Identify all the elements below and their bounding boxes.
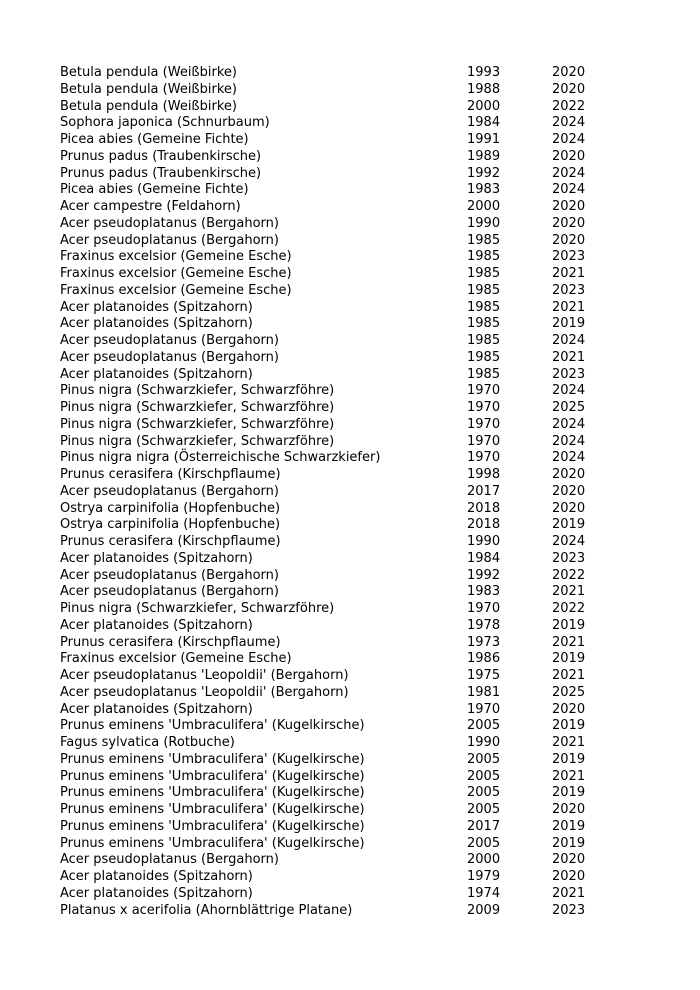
- table-row: [60, 233, 612, 250]
- year-planted-cell: 1983: [467, 584, 501, 600]
- year-planted-cell: 1986: [467, 651, 501, 667]
- table-row: [60, 316, 612, 333]
- table-row: [60, 886, 612, 903]
- year-planted-cell: 1978: [467, 617, 501, 633]
- year-planted-cell: 2005: [467, 768, 501, 784]
- year-planted-cell: 2000: [467, 199, 501, 214]
- tree-species-cell: Prunus eminens 'Umbraculifera' (Kugelkirsche): [60, 785, 365, 801]
- year-inspected-cell: 2022: [552, 98, 586, 114]
- table-row: [60, 501, 612, 518]
- table-row: [60, 785, 612, 802]
- year-inspected-cell: 2021: [552, 584, 586, 600]
- tree-species-cell: Acer pseudoplatanus (Bergahorn): [60, 584, 279, 600]
- year-inspected-cell: 2021: [552, 668, 586, 683]
- table-row: [60, 199, 612, 216]
- year-inspected-cell: 2019: [552, 316, 586, 332]
- tree-species-cell: Acer platanoides (Spitzahorn): [60, 869, 253, 884]
- year-planted-cell: 1985: [467, 366, 501, 382]
- tree-species-cell: Acer pseudoplatanus (Bergahorn): [60, 852, 279, 868]
- table-row: [60, 367, 612, 384]
- table-row: [60, 333, 612, 350]
- tree-species-cell: Prunus eminens 'Umbraculifera' (Kugelkirsche): [60, 718, 365, 734]
- year-planted-cell: 1970: [467, 383, 501, 399]
- year-inspected-cell: 2024: [552, 333, 586, 348]
- tree-species-cell: Prunus eminens 'Umbraculifera' (Kugelkirsche): [60, 835, 365, 851]
- table-row: [60, 434, 612, 451]
- table-row: [60, 568, 612, 585]
- tree-species-cell: Acer platanoides (Spitzahorn): [60, 366, 253, 382]
- year-planted-cell: 2005: [467, 802, 501, 817]
- tree-species-cell: Prunus cerasifera (Kirschpflaume): [60, 634, 281, 650]
- year-planted-cell: 1998: [467, 467, 501, 482]
- year-inspected-cell: 2024: [552, 115, 586, 131]
- table-row: [60, 216, 612, 233]
- tree-species-cell: Acer platanoides (Spitzahorn): [60, 316, 253, 332]
- year-planted-cell: 1985: [467, 266, 501, 281]
- year-inspected-cell: 2024: [552, 383, 586, 399]
- year-planted-cell: 1990: [467, 534, 501, 549]
- year-inspected-cell: 2020: [552, 81, 586, 97]
- year-inspected-cell: 2021: [552, 885, 586, 901]
- table-row: [60, 752, 612, 769]
- year-planted-cell: 1985: [467, 316, 501, 332]
- table-row: [60, 601, 612, 618]
- year-inspected-cell: 2020: [552, 467, 586, 482]
- tree-species-cell: Acer pseudoplatanus (Bergahorn): [60, 215, 279, 231]
- year-inspected-cell: 2021: [552, 735, 586, 750]
- tree-species-cell: Prunus eminens 'Umbraculifera' (Kugelkirsche): [60, 802, 365, 817]
- tree-species-cell: Betula pendula (Weißbirke): [60, 98, 237, 114]
- year-planted-cell: 1992: [467, 567, 501, 583]
- table-row: [60, 802, 612, 819]
- year-planted-cell: 1970: [467, 416, 501, 432]
- table-row: [60, 668, 612, 685]
- year-planted-cell: 2005: [467, 751, 501, 767]
- tree-species-cell: Fraxinus excelsior (Gemeine Esche): [60, 266, 292, 281]
- tree-species-cell: Fraxinus excelsior (Gemeine Esche): [60, 282, 292, 298]
- year-inspected-cell: 2020: [552, 232, 586, 248]
- table-row: [60, 417, 612, 434]
- year-planted-cell: 1985: [467, 232, 501, 248]
- year-inspected-cell: 2024: [552, 182, 586, 198]
- year-inspected-cell: 2022: [552, 601, 586, 616]
- table-row: [60, 869, 612, 886]
- table-row: [60, 467, 612, 484]
- table-row: [60, 584, 612, 601]
- year-inspected-cell: 2020: [552, 500, 586, 516]
- tree-species-cell: Fraxinus excelsior (Gemeine Esche): [60, 651, 292, 667]
- table-row: [60, 903, 612, 920]
- year-inspected-cell: 2020: [552, 148, 586, 164]
- tree-species-cell: Acer platanoides (Spitzahorn): [60, 701, 253, 717]
- tree-species-cell: Pinus nigra (Schwarzkiefer, Schwarzföhre): [60, 416, 335, 432]
- tree-species-cell: Prunus padus (Traubenkirsche): [60, 148, 262, 164]
- table-row: [60, 685, 612, 702]
- year-planted-cell: 2005: [467, 835, 501, 851]
- year-inspected-cell: 2021: [552, 634, 586, 650]
- year-planted-cell: 1975: [467, 668, 501, 683]
- table-row: [60, 283, 612, 300]
- year-planted-cell: 1985: [467, 349, 501, 365]
- year-inspected-cell: 2024: [552, 433, 586, 449]
- table-row: [60, 400, 612, 417]
- table-row: [60, 132, 612, 149]
- year-inspected-cell: 2023: [552, 249, 586, 265]
- tree-species-cell: Acer platanoides (Spitzahorn): [60, 550, 253, 566]
- tree-species-cell: Platanus x acerifolia (Ahornblättrige Platane): [60, 902, 353, 918]
- table-row: [60, 115, 612, 132]
- table-row: [60, 836, 612, 853]
- tree-species-cell: Fagus sylvatica (Rotbuche): [60, 735, 235, 750]
- year-inspected-cell: 2019: [552, 785, 586, 801]
- year-planted-cell: 1989: [467, 148, 501, 164]
- year-planted-cell: 1970: [467, 450, 501, 466]
- year-planted-cell: 1993: [467, 65, 501, 80]
- year-planted-cell: 2009: [467, 902, 501, 918]
- tree-species-cell: Ostrya carpinifolia (Hopfenbuche): [60, 517, 281, 533]
- year-planted-cell: 2005: [467, 718, 501, 734]
- tree-species-cell: Acer pseudoplatanus (Bergahorn): [60, 333, 279, 348]
- year-planted-cell: 1984: [467, 550, 501, 566]
- year-planted-cell: 2018: [467, 517, 501, 533]
- year-inspected-cell: 2021: [552, 266, 586, 281]
- table-row: [60, 484, 612, 501]
- table-row: [60, 166, 612, 183]
- tree-species-cell: Picea abies (Gemeine Fichte): [60, 182, 249, 198]
- tree-species-cell: Pinus nigra nigra (Österreichische Schwarzkiefer): [60, 450, 381, 466]
- year-planted-cell: 1992: [467, 165, 501, 181]
- year-inspected-cell: 2024: [552, 534, 586, 549]
- year-planted-cell: 1985: [467, 249, 501, 265]
- year-inspected-cell: 2020: [552, 215, 586, 231]
- year-inspected-cell: 2019: [552, 517, 586, 533]
- year-inspected-cell: 2021: [552, 299, 586, 315]
- year-inspected-cell: 2024: [552, 416, 586, 432]
- year-planted-cell: 1970: [467, 433, 501, 449]
- tree-species-cell: Pinus nigra (Schwarzkiefer, Schwarzföhre): [60, 433, 335, 449]
- year-planted-cell: 1984: [467, 115, 501, 131]
- year-planted-cell: 2017: [467, 818, 501, 834]
- year-inspected-cell: 2019: [552, 718, 586, 734]
- tree-species-cell: Acer pseudoplatanus (Bergahorn): [60, 483, 279, 499]
- year-inspected-cell: 2020: [552, 701, 586, 717]
- year-planted-cell: 1990: [467, 735, 501, 750]
- year-inspected-cell: 2019: [552, 751, 586, 767]
- table-row: [60, 769, 612, 786]
- table-row: [60, 300, 612, 317]
- table-row: [60, 182, 612, 199]
- tree-species-cell: Acer pseudoplatanus (Bergahorn): [60, 567, 279, 583]
- year-inspected-cell: 2021: [552, 349, 586, 365]
- tree-species-cell: Pinus nigra (Schwarzkiefer, Schwarzföhre): [60, 400, 335, 415]
- tree-species-cell: Acer pseudoplatanus (Bergahorn): [60, 232, 279, 248]
- table-row: [60, 450, 612, 467]
- table-row: [60, 852, 612, 869]
- table-row: [60, 702, 612, 719]
- year-planted-cell: 1970: [467, 601, 501, 616]
- year-planted-cell: 2000: [467, 852, 501, 868]
- year-inspected-cell: 2021: [552, 768, 586, 784]
- year-planted-cell: 1990: [467, 215, 501, 231]
- year-inspected-cell: 2020: [552, 802, 586, 817]
- year-inspected-cell: 2023: [552, 902, 586, 918]
- tree-species-cell: Prunus cerasifera (Kirschpflaume): [60, 534, 281, 549]
- year-planted-cell: 1985: [467, 333, 501, 348]
- year-planted-cell: 1970: [467, 701, 501, 717]
- year-inspected-cell: 2025: [552, 684, 586, 700]
- year-planted-cell: 1981: [467, 684, 501, 700]
- table-row: [60, 266, 612, 283]
- tree-species-cell: Prunus cerasifera (Kirschpflaume): [60, 467, 281, 482]
- year-inspected-cell: 2020: [552, 483, 586, 499]
- tree-species-cell: Acer pseudoplatanus 'Leopoldii' (Bergahorn): [60, 668, 349, 683]
- table-row: [60, 383, 612, 400]
- year-planted-cell: 1983: [467, 182, 501, 198]
- tree-species-cell: Prunus eminens 'Umbraculifera' (Kugelkirsche): [60, 818, 365, 834]
- year-inspected-cell: 2023: [552, 550, 586, 566]
- table-row: [60, 735, 612, 752]
- year-planted-cell: 1979: [467, 869, 501, 884]
- tree-species-cell: Acer platanoides (Spitzahorn): [60, 885, 253, 901]
- table-row: [60, 99, 612, 116]
- tree-species-cell: Acer pseudoplatanus 'Leopoldii' (Bergahorn): [60, 684, 349, 700]
- tree-species-cell: Fraxinus excelsior (Gemeine Esche): [60, 249, 292, 265]
- table-row: [60, 350, 612, 367]
- tree-species-cell: Pinus nigra (Schwarzkiefer, Schwarzföhre): [60, 383, 335, 399]
- year-planted-cell: 1970: [467, 400, 501, 415]
- year-planted-cell: 1985: [467, 282, 501, 298]
- tree-species-cell: Betula pendula (Weißbirke): [60, 81, 237, 97]
- year-planted-cell: 2017: [467, 483, 501, 499]
- table-row: [60, 618, 612, 635]
- table-row: [60, 651, 612, 668]
- year-inspected-cell: 2019: [552, 617, 586, 633]
- table-row: [60, 635, 612, 652]
- tree-species-cell: Acer platanoides (Spitzahorn): [60, 617, 253, 633]
- tree-species-cell: Acer pseudoplatanus (Bergahorn): [60, 349, 279, 365]
- year-planted-cell: 2000: [467, 98, 501, 114]
- tree-species-cell: Pinus nigra (Schwarzkiefer, Schwarzföhre): [60, 601, 335, 616]
- table-row: [60, 517, 612, 534]
- tree-species-cell: Sophora japonica (Schnurbaum): [60, 115, 270, 131]
- table-row: [60, 819, 612, 836]
- tree-species-cell: Ostrya carpinifolia (Hopfenbuche): [60, 500, 281, 516]
- table-row: [60, 82, 612, 99]
- tree-list-body: [60, 65, 612, 919]
- table-row: [60, 65, 612, 82]
- year-inspected-cell: 2019: [552, 818, 586, 834]
- year-inspected-cell: 2024: [552, 165, 586, 181]
- table-row: [60, 249, 612, 266]
- year-inspected-cell: 2024: [552, 132, 586, 147]
- year-planted-cell: 1991: [467, 132, 501, 147]
- year-inspected-cell: 2019: [552, 651, 586, 667]
- year-planted-cell: 1988: [467, 81, 501, 97]
- table-row: [60, 718, 612, 735]
- year-planted-cell: 1973: [467, 634, 501, 650]
- year-inspected-cell: 2023: [552, 282, 586, 298]
- year-inspected-cell: 2023: [552, 366, 586, 382]
- year-inspected-cell: 2025: [552, 400, 586, 415]
- table-row: [60, 534, 612, 551]
- tree-species-cell: Prunus eminens 'Umbraculifera' (Kugelkirsche): [60, 751, 365, 767]
- tree-species-cell: Prunus eminens 'Umbraculifera' (Kugelkirsche): [60, 768, 365, 784]
- year-inspected-cell: 2024: [552, 450, 586, 466]
- year-inspected-cell: 2020: [552, 65, 586, 80]
- year-inspected-cell: 2020: [552, 869, 586, 884]
- year-inspected-cell: 2019: [552, 835, 586, 851]
- tree-species-cell: Picea abies (Gemeine Fichte): [60, 132, 249, 147]
- tree-species-cell: Acer platanoides (Spitzahorn): [60, 299, 253, 315]
- table-row: [60, 551, 612, 568]
- tree-species-cell: Prunus padus (Traubenkirsche): [60, 165, 262, 181]
- tree-species-cell: Acer campestre (Feldahorn): [60, 199, 241, 214]
- year-planted-cell: 1985: [467, 299, 501, 315]
- tree-list-table: [60, 65, 612, 919]
- year-inspected-cell: 2020: [552, 199, 586, 214]
- year-planted-cell: 1974: [467, 885, 501, 901]
- year-planted-cell: 2018: [467, 500, 501, 516]
- tree-species-cell: Betula pendula (Weißbirke): [60, 65, 237, 80]
- year-planted-cell: 2005: [467, 785, 501, 801]
- year-inspected-cell: 2020: [552, 852, 586, 868]
- year-inspected-cell: 2022: [552, 567, 586, 583]
- table-row: [60, 149, 612, 166]
